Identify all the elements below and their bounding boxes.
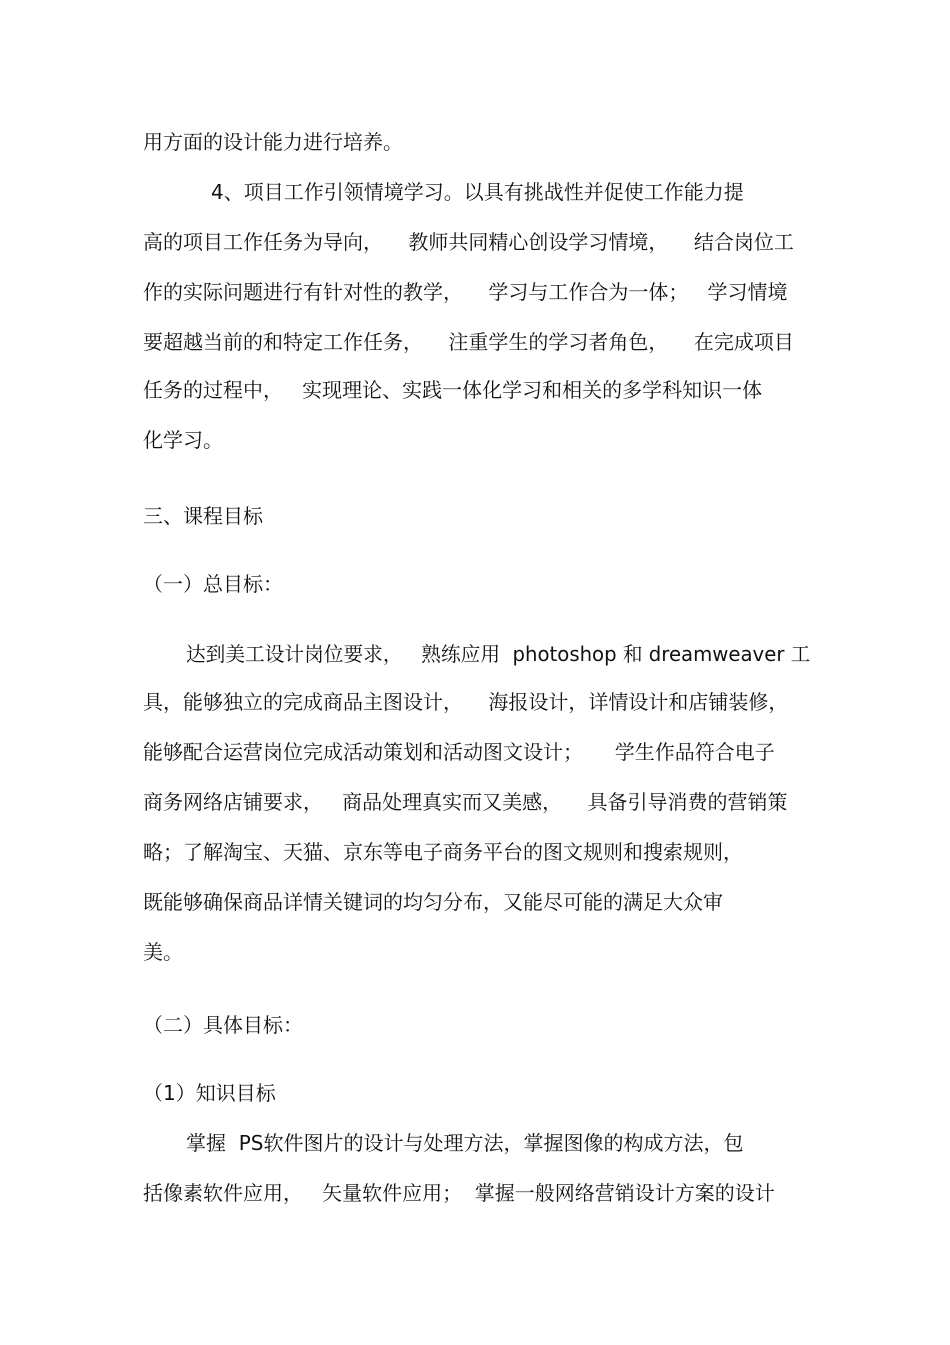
paragraph-line: 商务网络店铺要求， 商品处理真实而又美感， 具备引导消费的营销策 — [143, 790, 788, 814]
paragraph-line: 略；了解淘宝、天猫、京东等电子商务平台的图文规则和搜索规则， — [143, 840, 743, 864]
paragraph-line: 用方面的设计能力进行培养。 — [143, 130, 403, 154]
subsection-heading: （二）具体目标： — [143, 1013, 303, 1037]
paragraph-line: 高的项目工作任务为导向， 教师共同精心创设学习情境， 结合岗位工 — [143, 230, 794, 254]
paragraph-line: 任务的过程中， 实现理论、实践一体化学习和相关的多学科知识一体 — [143, 378, 763, 402]
paragraph-line: 要超越当前的和特定工作任务， 注重学生的学习者角色， 在完成项目 — [143, 330, 794, 354]
subsection-heading: （1）知识目标 — [143, 1081, 276, 1105]
paragraph-line: 作的实际问题进行有针对性的教学， 学习与工作合为一体； 学习情境 — [143, 280, 788, 304]
subsection-heading: （一）总目标： — [143, 572, 283, 596]
paragraph-line: 4、项目工作引领情境学习。以具有挑战性并促使工作能力提 — [211, 180, 744, 204]
paragraph-line: 括像素软件应用， 矢量软件应用； 掌握一般网络营销设计方案的设计 — [143, 1181, 775, 1205]
paragraph-line: 化学习。 — [143, 428, 223, 452]
paragraph-line: 达到美工设计岗位要求， 熟练应用 photoshop 和 dreamweaver 工 — [186, 642, 811, 666]
section-heading: 三、课程目标 — [143, 504, 263, 528]
paragraph-line: 美。 — [143, 940, 183, 964]
paragraph-line: 具，能够独立的完成商品主图设计， 海报设计，详情设计和店铺装修， — [143, 690, 789, 714]
paragraph-line: 能够配合运营岗位完成活动策划和活动图文设计； 学生作品符合电子 — [143, 740, 775, 764]
paragraph-line: 掌握 PS软件图片的设计与处理方法，掌握图像的构成方法，包 — [186, 1131, 744, 1155]
paragraph-line: 既能够确保商品详情关键词的均匀分布，又能尽可能的满足大众审 — [143, 890, 723, 914]
